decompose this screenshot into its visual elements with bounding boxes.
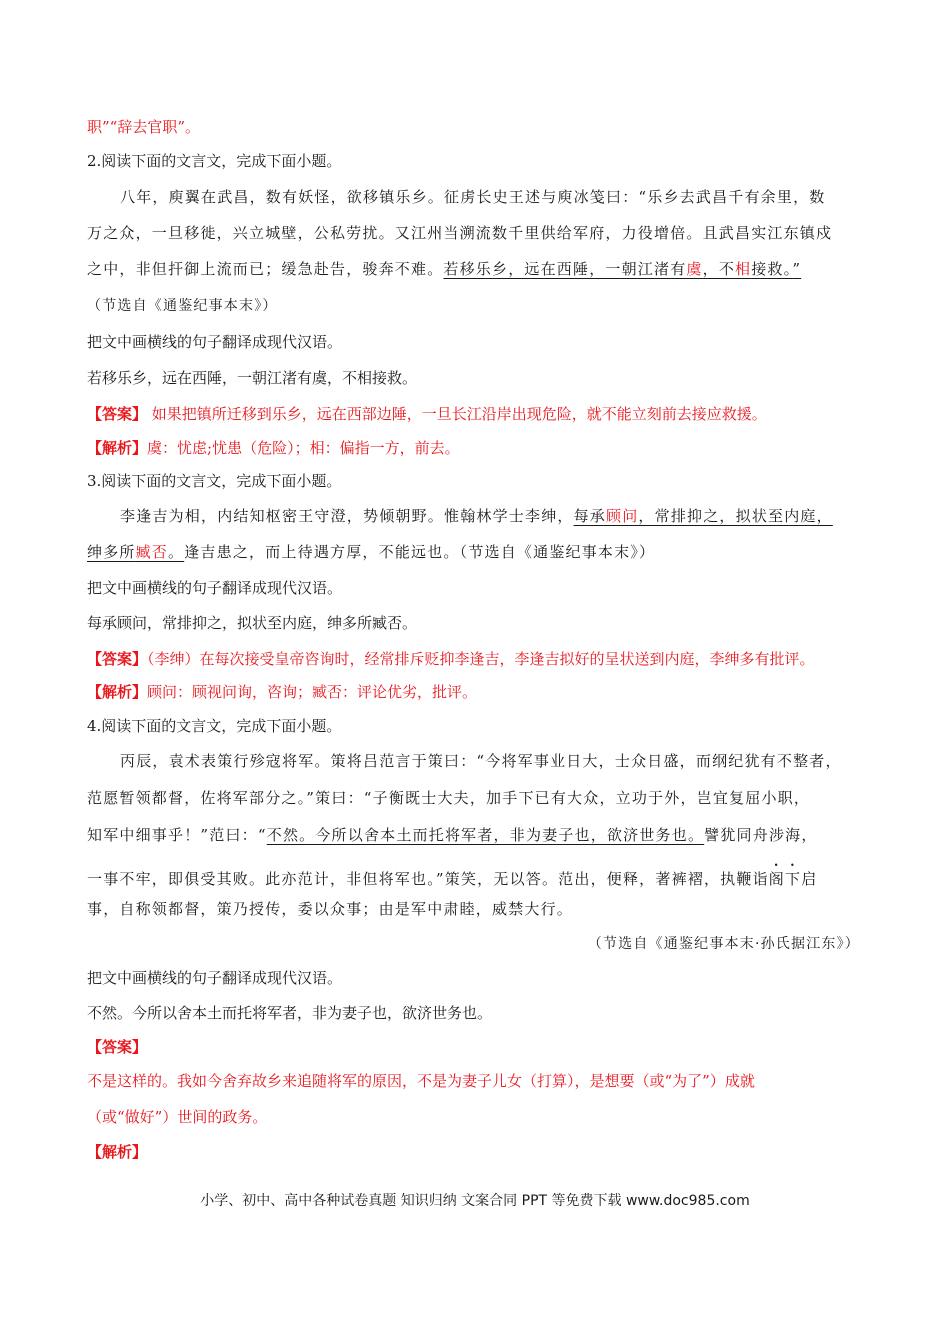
q3-sentence: 每承顾问，常排抑之，拟状至内庭，绅多所臧否。 (87, 614, 418, 632)
q2-passage-plain: 之中，非但扞御上流而已；缓急赴告，骏奔不难。 (87, 260, 444, 278)
answer-tag: 【答案】 (87, 405, 148, 423)
q4-passage-line-2: 范愿暂领都督，佐将军部分之。”策曰：“子衡既士大夫，加手下已有大众，立功于外，岂宜复屈小职， (87, 789, 811, 807)
answer-tag: 【答案】 (87, 650, 148, 668)
q3-passage-line-2: 绅多所臧否。逢吉患之，而上待遇方厚，不能远也。（节选自《通鉴纪事本末》） (87, 543, 656, 561)
q3-instruction: 把文中画横线的句子翻译成现代汉语。 (87, 579, 343, 597)
answer-tag: 【答案】 (87, 1038, 148, 1056)
q2-analysis (87, 437, 460, 459)
q2-passage-line-3 (87, 258, 801, 280)
q4-underlined-sentence: 不然。今所以舍本土而托将军者，非为妻子也，欲济世务也。 (266, 826, 705, 844)
q4-passage-line-4: 一事不牢，即俱受其败。此亦范计，非但将军也。”策笑，无以答。范出，便释，著裤褶，执鞭诣阁下启 (87, 870, 818, 888)
q2-answer (87, 403, 767, 425)
q2-underlined-sentence: 若移乐乡，远在西陲，一朝江渚有虞，不相接救。” (443, 260, 802, 278)
q3-analysis-text: 顾问：顾视问询，咨询；臧否：评论优劣，批评。 (147, 683, 478, 701)
q4-header: 4.阅读下面的文言文，完成下面小题。 (87, 717, 342, 735)
q2-source: （节选自《通鉴纪事本末》） (87, 298, 278, 314)
q2-answer-text: 如果把镇所迁移到乐乡，远在西部边陲，一旦长江沿岸出现危险，就不能立刻前去接应救援。 (147, 405, 767, 423)
q3-key-word-zangpi: 臧否 (135, 543, 169, 561)
q4-sentence: 不然。今所以舍本土而托将军者，非为妻子也，欲济世务也。 (87, 1004, 493, 1022)
q2-header: 2.阅读下面的文言文，完成下面小题。 (87, 152, 342, 170)
q2-passage-line-1: 八年，庾翼在武昌，数有妖怪，欲移镇乐乡。征虏长史王述与庾冰笺曰：“乐乡去武昌千有余里，数 (120, 188, 826, 206)
q3-underlined-part-1: 每承顾问，常排抑之，拟状至内庭， (573, 507, 833, 525)
q3-underlined-part-2: 绅多所臧否。 (87, 543, 185, 561)
q2-key-word-xiang: 相 (735, 260, 752, 278)
q2-analysis-text: 虞：忧虑;忧患（危险）；相：偏指一方，前去。 (147, 439, 460, 457)
q4-source: （节选自《通鉴纪事本末·孙氏据江东》） (587, 936, 860, 952)
q2-sentence: 若移乐乡，远在西陲，一朝江渚有虞，不相接救。 (87, 369, 418, 387)
q4-answer-line-2: （或“做好”）世间的政务。 (87, 1108, 268, 1126)
analysis-tag: 【解析】 (87, 1143, 148, 1161)
q3-header: 3.阅读下面的文言文，完成下面小题。 (87, 472, 342, 490)
q4-instruction: 把文中画横线的句子翻译成现代汉语。 (87, 969, 343, 987)
q3-passage-line-1: 李逢吉为相，内结知枢密王守澄，势倾朝野。惟翰林学士李绅，每承顾问，常排抑之，拟状至内庭， (120, 507, 833, 525)
q2-key-word-yu: 虞 (686, 260, 703, 278)
q3-answer (87, 648, 815, 670)
q3-analysis (87, 681, 477, 703)
q4-passage-line-5: 事，自称领都督，策乃授传，委以众事；由是军中肃睦，威禁大行。 (87, 900, 574, 918)
q2-passage-line-2: 万之众，一旦移徙，兴立城壁，公私劳扰。又江州当溯流数千里供给军府，力役增倍。且武昌实江东镇戍 (87, 224, 833, 242)
analysis-tag: 【解析】 (87, 683, 148, 701)
q3-answer-text: （李绅）在每次接受皇帝咨询时，经常排斥贬抑李逢吉，李逢吉拟好的呈状送到内庭，李绅多有批评。 (147, 650, 815, 668)
q4-answer-line-1: 不是这样的。我如今舍弃故乡来追随将军的原因，不是为妻子儿女（打算），是想要（或“为了”）成就 (87, 1072, 755, 1090)
q3-key-word-guwen: 顾问 (606, 507, 639, 525)
q4-passage-line-1: 丙辰，袁术表策行殄寇将军。策将吕范言于策曰：“今将军事业日大，士众日盛，而纲纪犹有不整者， (120, 752, 842, 770)
previous-answer-tail: 职”“辞去官职”。 (87, 118, 201, 136)
page-footer: 小学、初中、高中各种试卷真题 知识归纳 文案合同 PPT 等免费下载 www.doc985.com (200, 1193, 750, 1209)
analysis-tag: 【解析】 (87, 439, 148, 457)
q4-passage-line-3: 知军中细事乎！”范曰：“不然。今所以舍本土而托将军者，非为妻子也，欲济世务也。譬犹同舟涉海， (87, 826, 818, 844)
q4-dotted-word: 阁下 (768, 870, 802, 888)
q2-instruction: 把文中画横线的句子翻译成现代汉语。 (87, 333, 343, 351)
